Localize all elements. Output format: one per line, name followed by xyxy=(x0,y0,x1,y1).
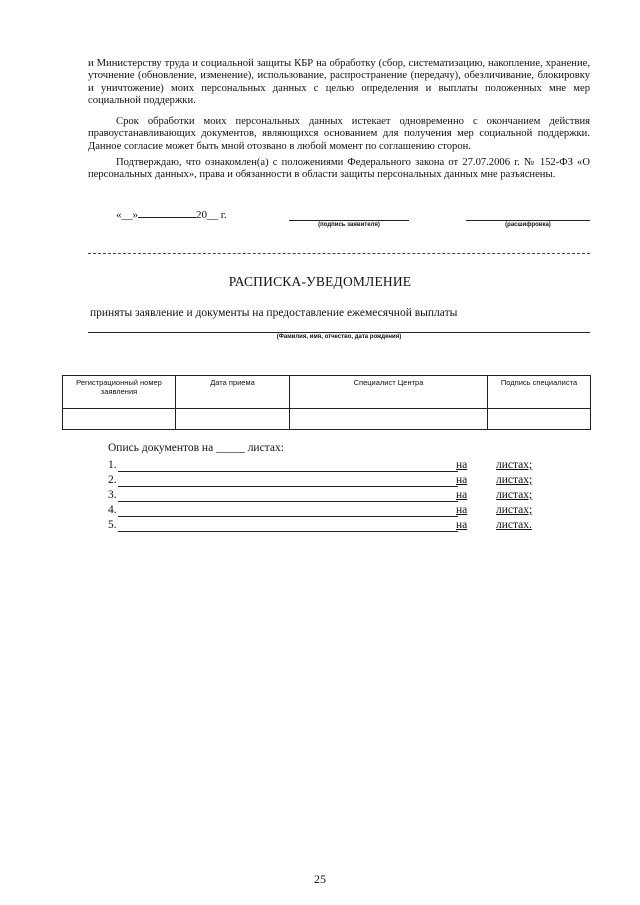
list-item-sheets: листах; xyxy=(496,504,533,516)
list-item-sheets: листах; xyxy=(496,489,533,501)
inventory-sheets-blank: _____ xyxy=(216,442,245,454)
list-item xyxy=(108,519,548,533)
receipt-accepted-text: приняты заявление и документы на предоставление ежемесячной выплаты xyxy=(90,307,458,319)
date-open-quote: « xyxy=(116,209,122,221)
list-item-sheets: листах; xyxy=(496,459,533,471)
list-item-na: на xyxy=(456,489,468,501)
date-day-blank: __ xyxy=(121,209,133,221)
list-item-sheets: листах; xyxy=(496,474,533,486)
list-item-number: 5. xyxy=(108,519,117,531)
inventory-suffix: листах: xyxy=(247,442,284,454)
fio-caption: (Фамилия, имя, отчество, дата рождения) xyxy=(276,334,402,340)
list-item xyxy=(108,474,548,488)
list-item-number: 4. xyxy=(108,504,117,516)
list-item-na: на xyxy=(456,474,468,486)
cut-line-divider xyxy=(88,253,590,254)
list-item-line xyxy=(118,516,458,517)
signature-date xyxy=(116,208,227,221)
list-item-line xyxy=(118,471,458,472)
list-item-line xyxy=(118,486,458,487)
table-header-date: Дата приема xyxy=(176,376,290,409)
registration-table xyxy=(62,375,591,430)
transcript-line xyxy=(466,220,590,221)
table-row xyxy=(63,409,591,430)
list-item-sheets: листах. xyxy=(496,519,532,531)
table-header-specialist: Специалист Центра xyxy=(290,376,488,409)
list-item-na: на xyxy=(456,504,468,516)
page-number: 25 xyxy=(314,872,326,886)
list-item-line xyxy=(118,501,458,502)
table-cell-specialist[interactable] xyxy=(290,409,488,430)
date-month-line xyxy=(138,208,196,218)
list-item-number: 1. xyxy=(108,459,117,471)
list-item-line xyxy=(118,531,458,532)
consent-paragraph-2: Срок обработки моих персональных данных истекает одновременно с окончанием действия правоустанавливающих документов, являющихся основанием для получения мер социальной поддержки. Данное согласие может быть мной отозвано в любой момент по соглашению сторон. xyxy=(88,116,590,152)
list-item xyxy=(108,459,548,473)
table-cell-reg-number[interactable] xyxy=(63,409,176,430)
list-item xyxy=(108,489,548,503)
date-year-prefix: 20 xyxy=(196,209,207,221)
list-item-number: 3. xyxy=(108,489,117,501)
consent-paragraph-1: и Министерству труда и социальной защиты КБР на обработку (сбор, систематизацию, накопление, хранение, уточнение (обновление, изменение), использование, распространение (передачу), обезличивание, блокировку и уничтожение) моих персональных данных с целью определения и выплаты положенных мне мер социальной поддержки. xyxy=(88,58,590,107)
date-close-quote: » xyxy=(132,209,138,221)
table-header-reg-number: Регистрационный номер заявления xyxy=(63,376,176,409)
inventory-heading xyxy=(108,442,284,454)
applicant-signature-line xyxy=(289,220,409,221)
table-cell-date[interactable] xyxy=(176,409,290,430)
list-item-na: на xyxy=(456,519,468,531)
applicant-signature-caption: (подпись заявителя) xyxy=(318,222,380,228)
date-year-suffix: __ г. xyxy=(207,209,227,221)
inventory-prefix: Опись документов на xyxy=(108,442,214,454)
fio-line xyxy=(88,332,590,333)
table-header-signature: Подпись специалиста xyxy=(488,376,591,409)
consent-paragraph-3: Подтверждаю, что ознакомлен(а) с положениями Федерального закона от 27.07.2006 г. № 152-ФЗ «О персональных данных», права и обязанности в области защиты персональных данных мне разъяснены. xyxy=(88,157,590,181)
transcript-caption: (расшифровка) xyxy=(505,222,551,228)
table-cell-signature[interactable] xyxy=(488,409,591,430)
receipt-title: РАСПИСКА-УВЕДОМЛЕНИЕ xyxy=(228,274,412,289)
table-header-row xyxy=(63,376,591,409)
list-item-number: 2. xyxy=(108,474,117,486)
list-item-na: на xyxy=(456,459,468,471)
list-item xyxy=(108,504,548,518)
